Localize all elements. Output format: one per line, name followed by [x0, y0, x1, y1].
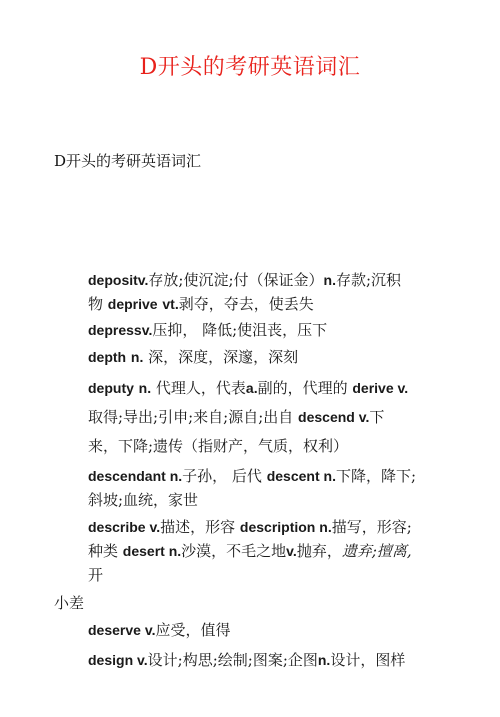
- vocab-entry-describe: [88, 515, 458, 587]
- definition: 副的，代理的: [257, 379, 353, 397]
- definition: 剥夺，夺去，使丢失: [178, 295, 314, 313]
- definition: 种类: [88, 542, 123, 560]
- vocab-entry-deposit: [88, 268, 458, 316]
- vocab-entry-depress: [88, 318, 458, 342]
- entry-line: [88, 539, 458, 563]
- entry-line: [88, 403, 458, 432]
- definition: 来，下降;遗传（指财产，气质，权利）: [88, 437, 349, 455]
- vocab-entry-descendant: [88, 464, 458, 512]
- definition: 设计;构思;绘制;图案;企图: [147, 651, 318, 669]
- vocab-word: desert: [122, 543, 165, 559]
- definition: 沙漠，不毛之地: [181, 542, 287, 560]
- vocab-word: deposit: [88, 272, 138, 288]
- part-of-speech: v.: [137, 272, 149, 288]
- part-of-speech: n.: [315, 519, 332, 535]
- entry-line: [88, 515, 458, 539]
- definition: 描述，形容: [160, 518, 240, 536]
- definition-italic: 遗弃;擅离: [341, 542, 407, 560]
- entry-line: [88, 488, 458, 512]
- part-of-speech: n.: [138, 380, 152, 396]
- punctuation: ,: [406, 542, 412, 560]
- vocab-entry-deserve: [88, 618, 458, 642]
- definition: 存放;使沉淀;付（保证金）: [148, 271, 324, 289]
- vocab-entry-design: [88, 648, 458, 672]
- vocab-word: derive: [352, 380, 394, 396]
- definition: 压抑， 降低;使沮丧，压下: [152, 321, 328, 339]
- definition: 描写，形容;: [331, 518, 412, 536]
- entry-line: [88, 563, 458, 587]
- definition: 下: [369, 408, 385, 426]
- vocab-word: descendant: [88, 468, 166, 484]
- vocab-word: descent: [266, 468, 320, 484]
- section-heading: D开头的考研英语词汇: [54, 152, 202, 170]
- vocab-word: descend: [298, 409, 355, 425]
- vocab-word: depth: [88, 349, 127, 365]
- part-of-speech: n.: [323, 272, 336, 288]
- vocab-word: describe: [88, 519, 146, 535]
- definition: 子孙， 后代: [182, 467, 267, 485]
- definition: 代理人，代表: [151, 379, 246, 397]
- definition: 深，深度，深邃，深刻: [143, 348, 299, 366]
- part-of-speech: a.: [245, 380, 258, 396]
- page-title: D开头的考研英语词汇: [139, 55, 361, 80]
- vocab-word: depress: [88, 322, 142, 338]
- part-of-speech: v.: [145, 519, 161, 535]
- vocab-entry-deputy: [88, 374, 458, 461]
- definition: 开: [88, 566, 104, 584]
- part-of-speech: v.: [140, 622, 156, 638]
- definition: 取得;导出;引申;来自;源自;出自: [88, 408, 299, 426]
- vocab-word: design: [88, 652, 134, 668]
- definition: 物: [88, 295, 104, 313]
- entry-line: [88, 432, 458, 461]
- part-of-speech: n.: [164, 543, 182, 559]
- entry-line: [88, 292, 458, 316]
- vocab-word: description: [239, 519, 316, 535]
- vocab-word: deprive: [107, 296, 158, 312]
- definition: 应受，值得: [155, 621, 231, 639]
- entry-line: [88, 268, 458, 292]
- continuation-text: 小差: [54, 594, 85, 612]
- definition: 抛弃，: [296, 542, 342, 560]
- part-of-speech: n.: [319, 468, 336, 484]
- part-of-speech: v.: [133, 652, 148, 668]
- part-of-speech: v.: [393, 380, 409, 396]
- definition: 下降，降下;: [335, 467, 417, 485]
- entry-line: [88, 464, 458, 488]
- vocab-word: deserve: [88, 622, 141, 638]
- entry-line: [88, 374, 458, 403]
- part-of-speech: vt.: [162, 296, 179, 312]
- part-of-speech: v.: [141, 322, 153, 338]
- vocab-entry-depth: [88, 345, 458, 369]
- vocab-word: deputy: [88, 380, 134, 396]
- part-of-speech: v.: [354, 409, 370, 425]
- definition: 设计，图样: [330, 651, 406, 669]
- part-of-speech: n.: [165, 468, 183, 484]
- definition: 斜坡;血统，家世: [88, 491, 199, 509]
- part-of-speech: n.: [130, 349, 144, 365]
- part-of-speech: n.: [317, 652, 331, 668]
- definition: 存款;沉积: [335, 271, 402, 289]
- part-of-speech: v.: [286, 543, 297, 559]
